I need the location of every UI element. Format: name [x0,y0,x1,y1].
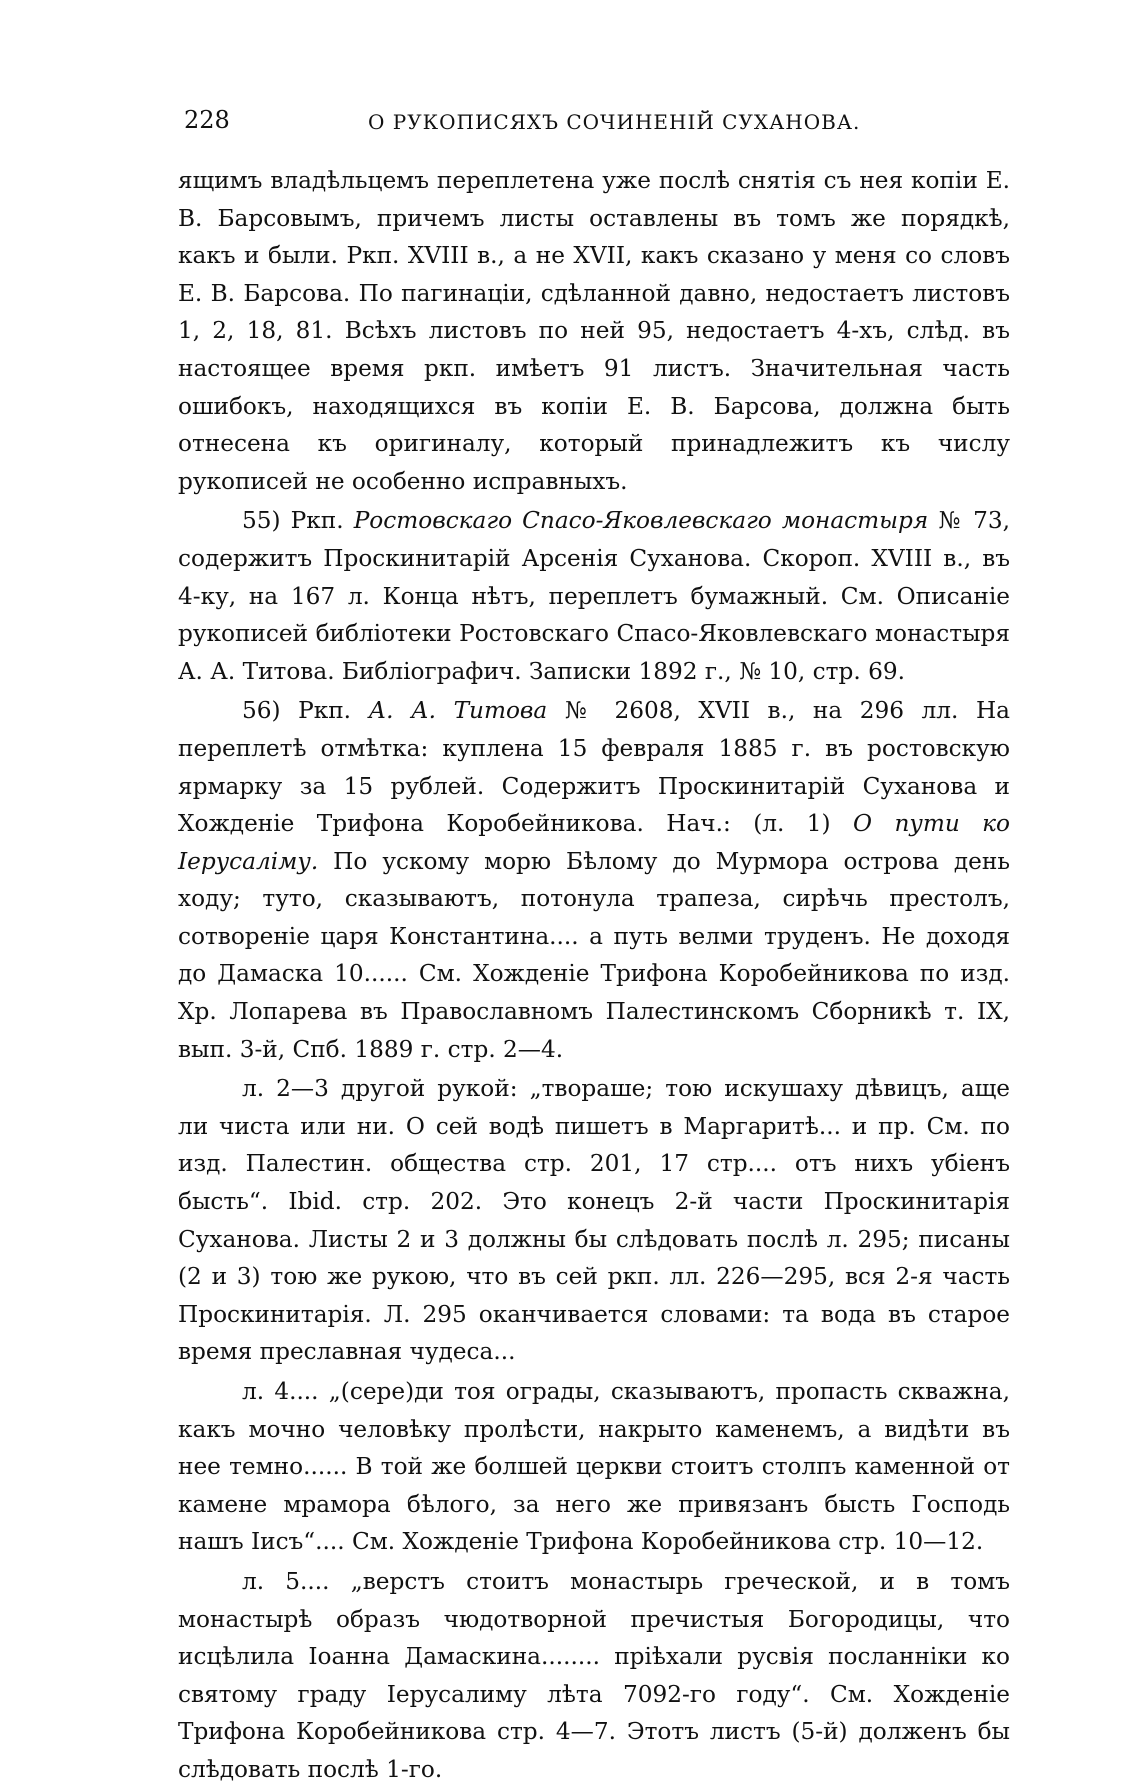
paragraph-item-56 [178,692,1010,1068]
body-text [178,162,1010,1789]
paragraph-leaf-2-3: л. 2—3 другой рукой: „твораше; тою искушаху дѣвицъ, аще ли чиста или ни. О сей водѣ пишетъ в Маргаритѣ... и пр. См. по изд. Палестин. общества стр. 201, 17 стр.... отъ нихъ убіенъ бысть“. Ibid. стр. 202. Это конецъ 2-й части Проскинитарія Суханова. Листы 2 и 3 должны бы слѣдовать послѣ л. 295; писаны (2 и 3) тою же рукою, что въ сей ркп. лл. 226—295, вся 2-я часть Проскинитарія. Л. 295 оканчивается словами: та вода въ старое время преславная чудеса... [178,1075,1010,1366]
item-56-text-a: № 2608, XVII в., на 296 лл. На переплетѣ отмѣтка: куплена 15 февраля 1885 г. въ ростовскую ярмарку за 15 рублей. Содержитъ Проскинитарій Суханова и Хожденіе Трифона Коробейникова. Нач.: (л. 1) [178,697,1010,838]
running-title: О РУКОПИСЯХЪ СОЧИНЕНІЙ СУХАНОВА. [368,110,861,134]
item-55-text: № 73, содержитъ Проскинитарій Арсенія Суханова. Скороп. XVIII в., въ 4-ку, на 167 л. Конца нѣтъ, переплетъ бумажный. См. Описаніе рукописей библіотеки Ростовскаго Спасо-Яковлевскаго монастыря А. А. Титова. Библіографич. Записки 1892 г., № 10, стр. 69. [178,507,1010,685]
item-56-lead: 56) Ркп. [242,697,369,725]
item-55-italic-title: Ростовскаго Спасо-Яковлевскаго монастыря [353,507,929,535]
item-55-lead: 55) Ркп. [242,507,354,535]
paragraph-leaf-5: л. 5.... „верстъ стоитъ монастырь греческой, и в томъ монастырѣ образъ чюдотворной пречистыя Богородицы, что исцѣлила Іоанна Дамаскина........ пріѣхали русвія посланніки ко святому граду Іерусалиму лѣта 7092-го году“. См. Хожденіе Трифона Коробейникова стр. 4—7. Этотъ листъ (5-й) долженъ бы слѣдовать послѣ 1-го. [178,1567,1010,1783]
item-56-text-b: По ускому морю Бѣлому до Мурмора острова день ходу; туто, сказываютъ, потонула трапеза, сирѣчь престолъ, сотвореніе царя Константина.... а путь велми труденъ. Не доходя до Дамаска 10...... См. Хожденіе Трифона Коробейникова по изд. Хр. Лопарева въ Православномъ Палестинскомъ Сборникѣ т. IX, вып. 3-й, Спб. 1889 г. стр. 2—4. [178,847,1010,1063]
page-number: 228 [184,106,230,134]
page-header [178,100,1010,140]
paragraph-continuation: ящимъ владѣльцемъ переплетена уже послѣ снятія съ нея копіи Е. В. Барсовымъ, причемъ листы оставлены въ томъ же порядкѣ, какъ и были. Ркп. XVIII в., а не XVII, какъ сказано у меня со словъ Е. В. Барсова. По пагинаціи, сдѣланной давно, недостаетъ листовъ 1, 2, 18, 81. Всѣхъ листовъ по ней 95, недостаетъ 4-хъ, слѣд. въ настоящее время ркп. имѣетъ 91 листъ. Значительная часть ошибокъ, находящихся въ копіи Е. В. Барсова, должна быть отнесена къ оригиналу, который принадлежитъ къ числу рукописей не особенно исправныхъ. [178,167,1010,495]
item-56-italic-owner: А. А. Титова [368,697,548,725]
paragraph-item-55 [178,502,1010,690]
book-page [178,100,1010,1789]
paragraph-leaf-4: л. 4.... „(сере)ди тоя ограды, сказываютъ, пропасть скважна, какъ мочно человѣку пролѣсти, накрыто каменемъ, а видѣти въ нее темно...... В той же болшей церкви стоитъ столпъ каменной от камене мрамора бѣлого, за него же привязанъ бысть Господь нашъ Іисъ“.... См. Хожденіе Трифона Коробейникова стр. 10—12. [178,1378,1010,1556]
item-56-italic-incipit: О пути ко Іерусаліму. [178,810,1010,875]
